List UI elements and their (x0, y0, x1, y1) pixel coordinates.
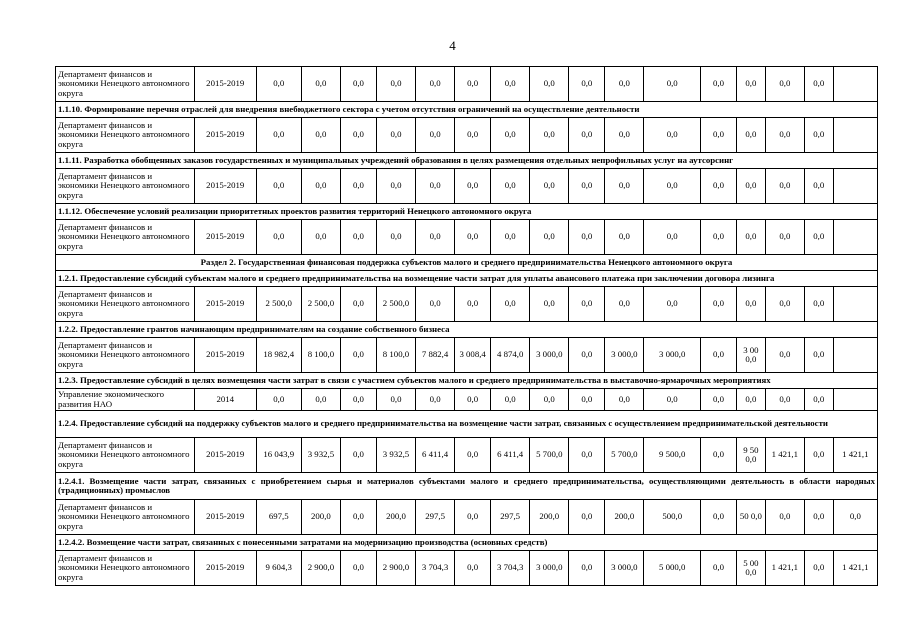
value-cell: 0,0 (416, 220, 455, 255)
agency-cell: Департамент финансов и экономики Ненецкого автономного округа (56, 500, 195, 535)
period-cell: 2015-2019 (194, 220, 256, 255)
table-row (56, 338, 878, 373)
value-cell: 0,0 (605, 389, 644, 411)
section-heading: 1.1.12. Обеспечение условий реализации приоритетных проектов развития территорий Ненецкого автономного округа (56, 204, 878, 220)
value-cell: 1 421,1 (765, 438, 804, 473)
value-cell: 0,0 (605, 67, 644, 102)
agency-cell: Департамент финансов и экономики Ненецкого автономного округа (56, 287, 195, 322)
agency-cell: Департамент финансов и экономики Ненецкого автономного округа (56, 169, 195, 204)
value-cell: 3 00 0,0 (737, 338, 766, 373)
value-cell: 0,0 (455, 67, 491, 102)
value-cell: 0,0 (530, 287, 569, 322)
section-heading: 1.2.3. Предоставление субсидий в целях возмещения части затрат в связи с участием субъектов малого и среднего предпринимательства в выставочно-ярмарочных мероприятиях (56, 373, 878, 389)
value-cell: 0,0 (605, 220, 644, 255)
value-cell: 5 00 0,0 (737, 551, 766, 586)
period-cell: 2015-2019 (194, 438, 256, 473)
value-cell: 50 0,0 (737, 500, 766, 535)
value-cell: 9 604,3 (256, 551, 301, 586)
value-cell: 0,0 (804, 118, 833, 153)
value-cell: 0,0 (530, 118, 569, 153)
value-cell: 0,0 (455, 500, 491, 535)
section-heading-row (56, 204, 878, 220)
value-cell: 0,0 (737, 169, 766, 204)
value-cell: 0,0 (765, 389, 804, 411)
value-cell: 0,0 (256, 169, 301, 204)
value-cell: 0,0 (737, 67, 766, 102)
value-cell: 0,0 (301, 67, 340, 102)
agency-cell: Департамент финансов и экономики Ненецкого автономного округа (56, 438, 195, 473)
value-cell (833, 338, 877, 373)
value-cell: 0,0 (569, 389, 605, 411)
value-cell (833, 220, 877, 255)
value-cell: 0,0 (340, 67, 376, 102)
value-cell: 0,0 (605, 169, 644, 204)
value-cell: 4 874,0 (491, 338, 530, 373)
value-cell: 0,0 (804, 389, 833, 411)
value-cell: 2 900,0 (301, 551, 340, 586)
value-cell: 0,0 (765, 220, 804, 255)
value-cell: 0,0 (804, 287, 833, 322)
value-cell: 0,0 (340, 438, 376, 473)
value-cell: 0,0 (804, 169, 833, 204)
value-cell: 697,5 (256, 500, 301, 535)
value-cell: 0,0 (455, 169, 491, 204)
section-heading: 1.1.11. Разработка обобщенных заказов государственных и муниципальных учреждений образования в целях размещения отдельных непрофильных услуг на аутсорсинг (56, 153, 878, 169)
section-heading-row (56, 271, 878, 287)
value-cell: 0,0 (569, 169, 605, 204)
value-cell: 0,0 (376, 118, 415, 153)
value-cell: 0,0 (737, 389, 766, 411)
value-cell: 0,0 (569, 287, 605, 322)
value-cell: 0,0 (491, 169, 530, 204)
value-cell: 0,0 (644, 118, 701, 153)
value-cell: 0,0 (701, 67, 737, 102)
value-cell: 0,0 (701, 220, 737, 255)
value-cell: 2 900,0 (376, 551, 415, 586)
value-cell: 0,0 (340, 287, 376, 322)
value-cell: 2 500,0 (376, 287, 415, 322)
value-cell: 200,0 (530, 500, 569, 535)
agency-cell: Управление экономического развития НАО (56, 389, 195, 411)
value-cell: 2 500,0 (301, 287, 340, 322)
value-cell: 0,0 (491, 67, 530, 102)
period-cell: 2014 (194, 389, 256, 411)
value-cell: 0,0 (376, 220, 415, 255)
value-cell: 2 500,0 (256, 287, 301, 322)
value-cell: 8 100,0 (376, 338, 415, 373)
section-heading: Раздел 2. Государственная финансовая поддержка субъектов малого и среднего предпринимательства Ненецкого автономного округа (56, 255, 878, 271)
table-row (56, 389, 878, 411)
value-cell: 0,0 (765, 118, 804, 153)
value-cell: 7 882,4 (416, 338, 455, 373)
value-cell: 0,0 (644, 389, 701, 411)
value-cell: 9 500,0 (644, 438, 701, 473)
value-cell: 6 411,4 (491, 438, 530, 473)
value-cell: 18 982,4 (256, 338, 301, 373)
value-cell: 297,5 (416, 500, 455, 535)
value-cell: 0,0 (256, 389, 301, 411)
value-cell: 0,0 (569, 67, 605, 102)
value-cell: 0,0 (491, 287, 530, 322)
value-cell: 0,0 (416, 118, 455, 153)
value-cell: 200,0 (605, 500, 644, 535)
value-cell: 3 932,5 (301, 438, 340, 473)
value-cell: 3 000,0 (605, 551, 644, 586)
value-cell: 0,0 (569, 438, 605, 473)
value-cell: 0,0 (491, 389, 530, 411)
value-cell: 0,0 (530, 169, 569, 204)
value-cell: 0,0 (737, 287, 766, 322)
value-cell: 0,0 (569, 500, 605, 535)
value-cell: 0,0 (340, 500, 376, 535)
value-cell: 0,0 (737, 118, 766, 153)
value-cell: 0,0 (644, 220, 701, 255)
value-cell (833, 169, 877, 204)
value-cell: 5 700,0 (530, 438, 569, 473)
value-cell: 0,0 (569, 338, 605, 373)
value-cell: 0,0 (301, 389, 340, 411)
value-cell: 3 704,3 (491, 551, 530, 586)
value-cell: 200,0 (376, 500, 415, 535)
value-cell: 0,0 (301, 169, 340, 204)
period-cell: 2015-2019 (194, 118, 256, 153)
value-cell: 5 000,0 (644, 551, 701, 586)
section-heading: 1.1.10. Формирование перечня отраслей для внедрения внебюджетного сектора с учетом отсутствия ограничений на осуществление деятельности (56, 102, 878, 118)
value-cell: 0,0 (340, 389, 376, 411)
value-cell: 0,0 (340, 220, 376, 255)
period-cell: 2015-2019 (194, 338, 256, 373)
table-row (56, 118, 878, 153)
value-cell: 0,0 (765, 287, 804, 322)
value-cell: 3 008,4 (455, 338, 491, 373)
value-cell: 8 100,0 (301, 338, 340, 373)
value-cell: 0,0 (765, 67, 804, 102)
section-heading-row (56, 535, 878, 551)
value-cell: 3 932,5 (376, 438, 415, 473)
value-cell: 0,0 (416, 389, 455, 411)
value-cell: 0,0 (455, 389, 491, 411)
value-cell: 0,0 (605, 118, 644, 153)
value-cell: 3 000,0 (644, 338, 701, 373)
value-cell: 0,0 (376, 389, 415, 411)
value-cell: 0,0 (376, 169, 415, 204)
section-heading-row (56, 322, 878, 338)
section-heading-row (56, 373, 878, 389)
value-cell: 500,0 (644, 500, 701, 535)
table-row (56, 287, 878, 322)
section-heading-row (56, 255, 878, 271)
table-row (56, 220, 878, 255)
budget-table (55, 66, 878, 586)
page-number: 4 (449, 38, 456, 53)
agency-cell: Департамент финансов и экономики Ненецкого автономного округа (56, 118, 195, 153)
value-cell: 0,0 (804, 67, 833, 102)
value-cell: 0,0 (701, 169, 737, 204)
value-cell: 0,0 (644, 67, 701, 102)
value-cell: 0,0 (455, 287, 491, 322)
value-cell: 3 000,0 (530, 338, 569, 373)
value-cell: 0,0 (256, 67, 301, 102)
agency-cell: Департамент финансов и экономики Ненецкого автономного округа (56, 551, 195, 586)
value-cell: 0,0 (701, 551, 737, 586)
table-row (56, 67, 878, 102)
value-cell: 0,0 (804, 338, 833, 373)
section-heading: 1.2.4. Предоставление субсидий на поддержку субъектов малого и среднего предпринимательства на возмещение части затрат, связанных с осуществлением предпринимательской деятельности (56, 411, 878, 438)
value-cell: 0,0 (804, 220, 833, 255)
table-row (56, 438, 878, 473)
section-heading: 1.2.4.1. Возмещение части затрат, связанных с приобретением сырья и материалов субъектами малого и среднего предпринимательства, осуществляющими деятельность в области народных (традиционных) промыслов (56, 473, 878, 500)
value-cell: 0,0 (530, 67, 569, 102)
value-cell: 0,0 (701, 500, 737, 535)
agency-cell: Департамент финансов и экономики Ненецкого автономного округа (56, 338, 195, 373)
value-cell: 0,0 (340, 338, 376, 373)
value-cell: 0,0 (455, 118, 491, 153)
value-cell: 0,0 (644, 169, 701, 204)
value-cell: 0,0 (376, 67, 415, 102)
table-row (56, 500, 878, 535)
value-cell: 0,0 (737, 220, 766, 255)
value-cell: 0,0 (804, 438, 833, 473)
value-cell: 0,0 (605, 287, 644, 322)
section-heading: 1.2.2. Предоставление грантов начинающим предпринимателям на создание собственного бизнеса (56, 322, 878, 338)
value-cell: 0,0 (301, 118, 340, 153)
period-cell: 2015-2019 (194, 500, 256, 535)
value-cell: 0,0 (765, 500, 804, 535)
period-cell: 2015-2019 (194, 551, 256, 586)
value-cell: 200,0 (301, 500, 340, 535)
value-cell: 0,0 (833, 500, 877, 535)
value-cell: 0,0 (416, 287, 455, 322)
value-cell: 0,0 (569, 118, 605, 153)
value-cell: 0,0 (701, 287, 737, 322)
value-cell: 3 000,0 (530, 551, 569, 586)
section-heading: 1.2.4.2. Возмещение части затрат, связанных с понесенными затратами на модернизацию производства (основных средств) (56, 535, 878, 551)
value-cell (833, 287, 877, 322)
section-heading-row (56, 411, 878, 438)
period-cell: 2015-2019 (194, 287, 256, 322)
value-cell: 9 50 0,0 (737, 438, 766, 473)
value-cell: 0,0 (804, 500, 833, 535)
value-cell: 297,5 (491, 500, 530, 535)
value-cell: 0,0 (455, 438, 491, 473)
value-cell: 0,0 (491, 118, 530, 153)
period-cell: 2015-2019 (194, 169, 256, 204)
value-cell (833, 118, 877, 153)
value-cell: 0,0 (530, 389, 569, 411)
value-cell: 0,0 (701, 338, 737, 373)
section-heading-row (56, 473, 878, 500)
value-cell: 5 700,0 (605, 438, 644, 473)
value-cell: 0,0 (256, 118, 301, 153)
value-cell: 1 421,1 (765, 551, 804, 586)
section-heading: 1.2.1. Предоставление субсидий субъектам малого и среднего предпринимательства на возмещение части затрат для уплаты авансового платежа при заключении договора лизинга (56, 271, 878, 287)
value-cell: 3 000,0 (605, 338, 644, 373)
value-cell (833, 67, 877, 102)
value-cell: 6 411,4 (416, 438, 455, 473)
value-cell: 0,0 (416, 169, 455, 204)
value-cell: 0,0 (804, 551, 833, 586)
value-cell: 0,0 (765, 338, 804, 373)
value-cell: 3 704,3 (416, 551, 455, 586)
value-cell: 0,0 (340, 551, 376, 586)
value-cell: 0,0 (569, 220, 605, 255)
value-cell: 0,0 (491, 220, 530, 255)
value-cell: 0,0 (416, 67, 455, 102)
value-cell: 1 421,1 (833, 438, 877, 473)
section-heading-row (56, 102, 878, 118)
value-cell: 16 043,9 (256, 438, 301, 473)
value-cell: 0,0 (701, 389, 737, 411)
value-cell (833, 389, 877, 411)
value-cell: 0,0 (701, 438, 737, 473)
table-row (56, 551, 878, 586)
value-cell: 0,0 (340, 169, 376, 204)
value-cell: 1 421,1 (833, 551, 877, 586)
value-cell: 0,0 (340, 118, 376, 153)
value-cell: 0,0 (644, 287, 701, 322)
value-cell: 0,0 (765, 169, 804, 204)
section-heading-row (56, 153, 878, 169)
value-cell: 0,0 (701, 118, 737, 153)
value-cell: 0,0 (530, 220, 569, 255)
table-row (56, 169, 878, 204)
agency-cell: Департамент финансов и экономики Ненецкого автономного округа (56, 220, 195, 255)
value-cell: 0,0 (569, 551, 605, 586)
value-cell: 0,0 (256, 220, 301, 255)
value-cell: 0,0 (301, 220, 340, 255)
period-cell: 2015-2019 (194, 67, 256, 102)
value-cell: 0,0 (455, 551, 491, 586)
value-cell: 0,0 (455, 220, 491, 255)
agency-cell: Департамент финансов и экономики Ненецкого автономного округа (56, 67, 195, 102)
